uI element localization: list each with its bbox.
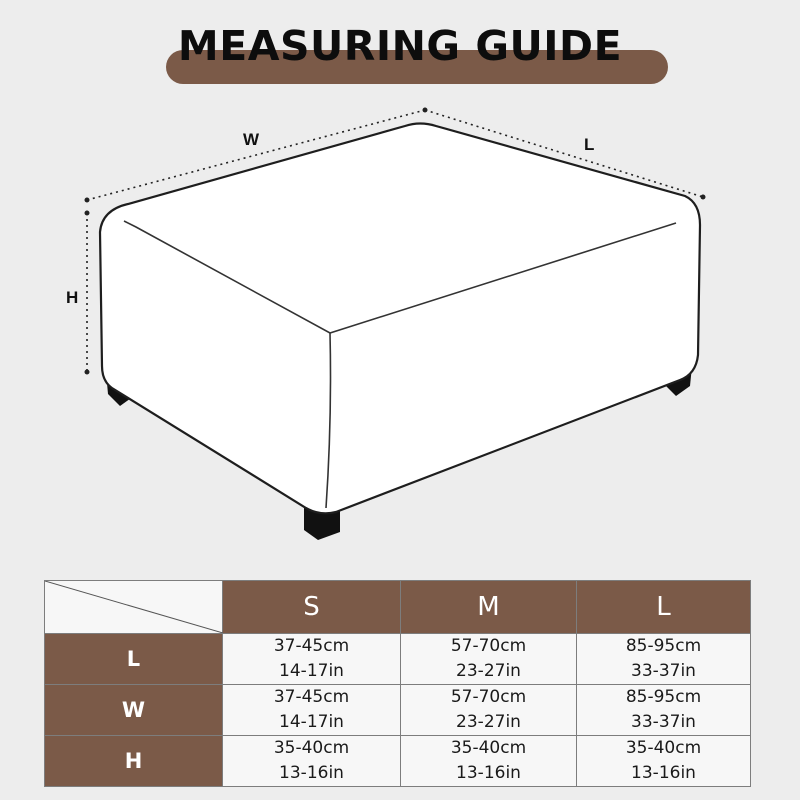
cell-in: 13-16in [456, 763, 521, 783]
table-row [45, 736, 751, 787]
column-header-s: S [223, 581, 401, 634]
size-table [44, 580, 751, 787]
cell-cm: 35-40cm [625, 738, 702, 758]
cell-in: 23-27in [456, 712, 521, 732]
cell-cm: 37-45cm [273, 636, 350, 656]
table-cell [223, 634, 401, 685]
cell-cm: 35-40cm [273, 738, 350, 758]
cell-cm: 57-70cm [450, 636, 527, 656]
page-title: MEASURING GUIDE [177, 22, 623, 70]
height-label: H [66, 288, 79, 307]
title-banner [0, 0, 800, 100]
table-cell [223, 685, 401, 736]
cell-in: 33-37in [631, 661, 696, 681]
row-header-height: H [45, 736, 223, 787]
table-corner-cell [45, 581, 223, 634]
table-cell [577, 634, 751, 685]
table-cell [577, 736, 751, 787]
cell-cm: 85-95cm [625, 687, 702, 707]
row-header-width: W [45, 685, 223, 736]
table-row [45, 685, 751, 736]
cell-cm: 57-70cm [450, 687, 527, 707]
cell-in: 13-16in [631, 763, 696, 783]
table-row [45, 634, 751, 685]
table-cell [223, 736, 401, 787]
table-cell [401, 736, 577, 787]
cell-in: 23-27in [456, 661, 521, 681]
diagonal-divider [45, 581, 223, 633]
column-header-l: L [577, 581, 751, 634]
cell-in: 14-17in [279, 712, 344, 732]
width-label: W [243, 130, 260, 149]
cell-in: 33-37in [631, 712, 696, 732]
table-cell [577, 685, 751, 736]
cell-in: 14-17in [279, 661, 344, 681]
ottoman-body [100, 124, 700, 514]
table-cell [401, 685, 577, 736]
cell-cm: 35-40cm [450, 738, 527, 758]
column-header-m: M [401, 581, 577, 634]
cell-in: 13-16in [279, 763, 344, 783]
ottoman-illustration [0, 95, 800, 555]
cell-cm: 37-45cm [273, 687, 350, 707]
cell-cm: 85-95cm [625, 636, 702, 656]
table-cell [401, 634, 577, 685]
table-header-row [45, 581, 751, 634]
length-label: L [584, 135, 595, 154]
row-header-length: L [45, 634, 223, 685]
